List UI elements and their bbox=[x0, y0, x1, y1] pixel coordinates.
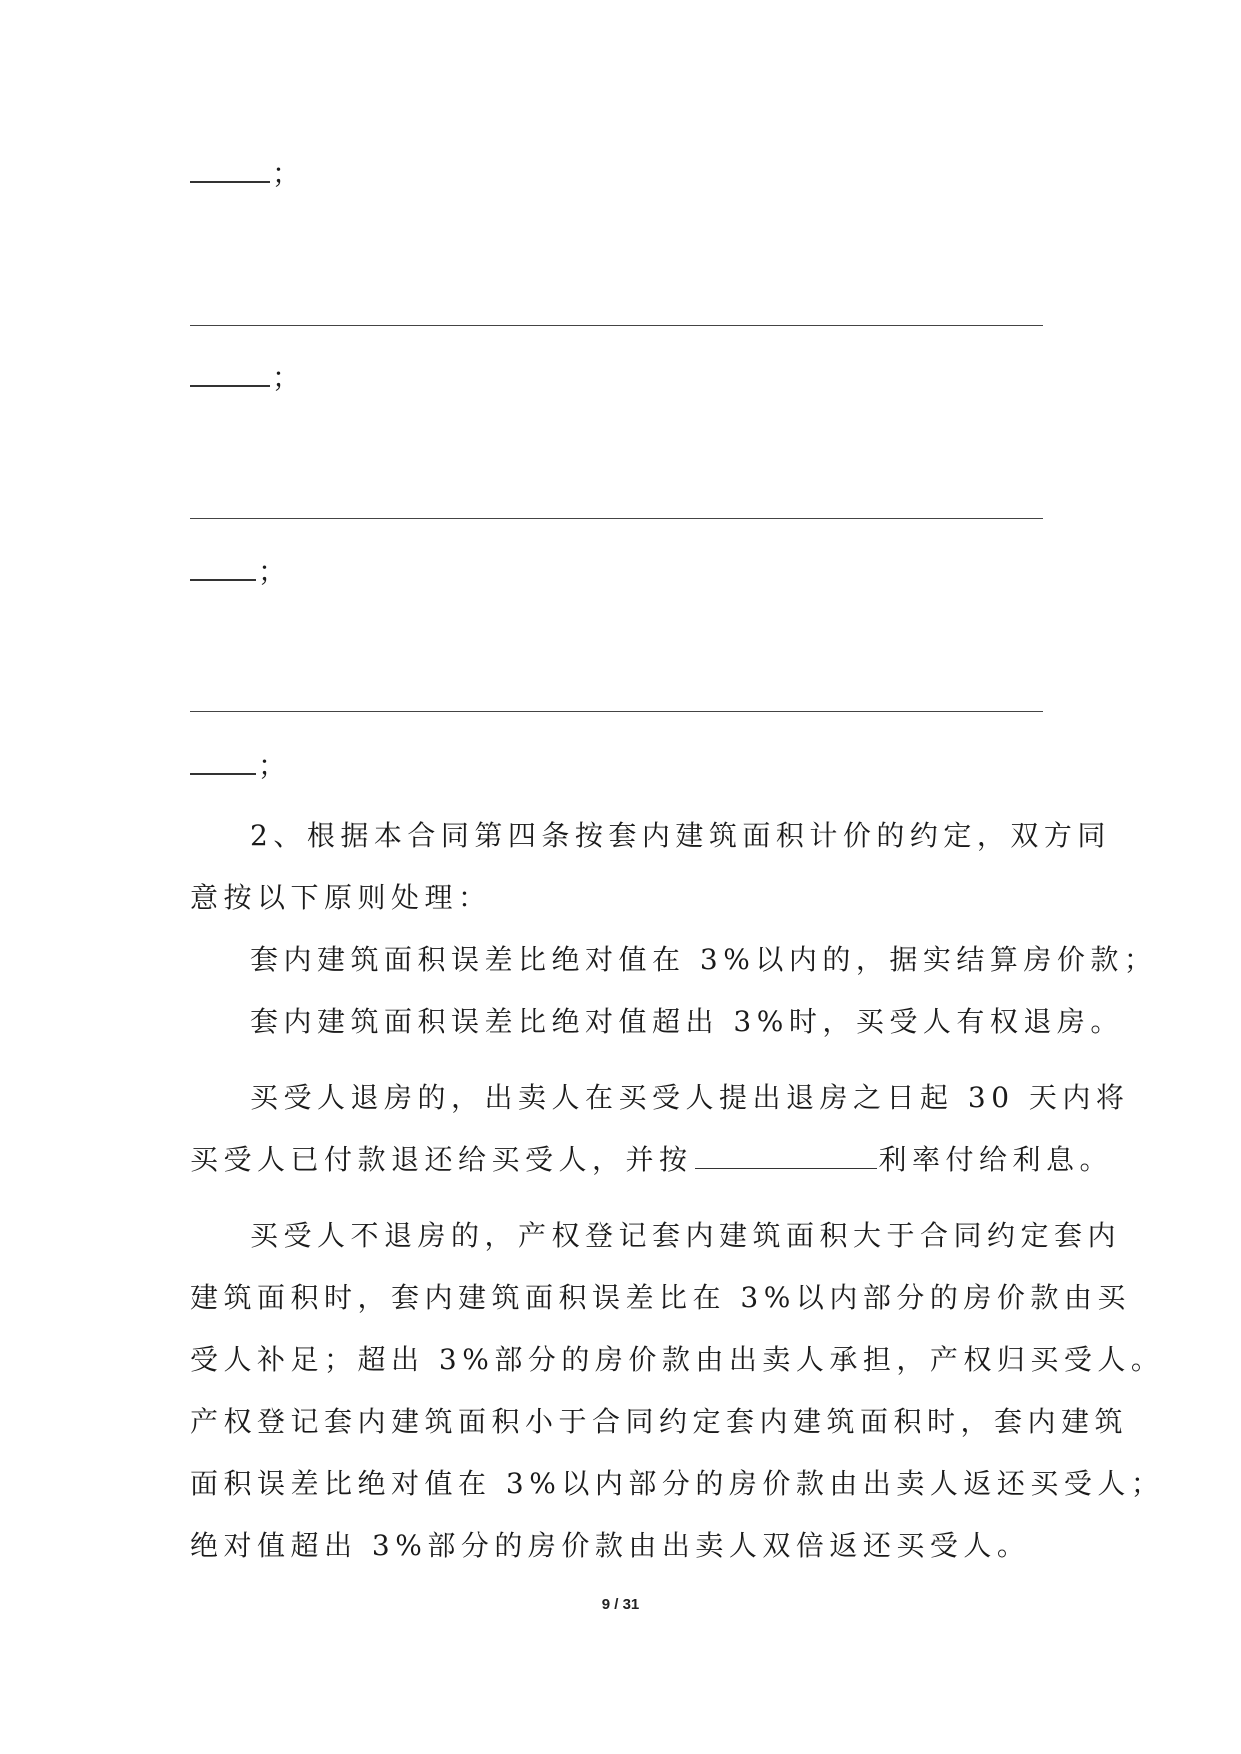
fill-semicolon-4: ； bbox=[258, 749, 287, 782]
paragraph-no-refund-line-4: 产权登记套内建筑面积小于合同约定套内建筑面积时，套内建筑 bbox=[190, 1405, 1129, 1438]
fill-semicolon-3: ； bbox=[258, 555, 287, 588]
fill-long-rule-3[interactable] bbox=[190, 711, 1043, 712]
paragraph-clause-2-line-1: 2、根据本合同第四条按套内建筑面积计价的约定，双方同 bbox=[250, 819, 1111, 852]
paragraph-exceed-3pct: 套内建筑面积误差比绝对值超出 3%时，买受人有权退房。 bbox=[250, 1005, 1124, 1038]
paragraph-no-refund-line-2: 建筑面积时，套内建筑面积误差比在 3%以内部分的房价款由买 bbox=[190, 1281, 1131, 1314]
refund-text-after-blank: 利率付给利息。 bbox=[878, 1143, 1114, 1176]
page-number: 9 / 31 bbox=[601, 1596, 640, 1613]
fill-blank-3[interactable] bbox=[190, 579, 256, 581]
fill-blank-1[interactable] bbox=[190, 181, 270, 183]
fill-blank-2[interactable] bbox=[190, 385, 270, 387]
fill-semicolon-2: ； bbox=[272, 361, 301, 394]
paragraph-no-refund-line-3: 受人补足；超出 3%部分的房价款由出卖人承担，产权归买受人。 bbox=[190, 1343, 1165, 1376]
paragraph-no-refund-line-5: 面积误差比绝对值在 3%以内部分的房价款由出卖人返还买受人； bbox=[190, 1467, 1165, 1500]
fill-long-rule-1[interactable] bbox=[190, 325, 1043, 326]
fill-semicolon-1: ； bbox=[272, 157, 301, 190]
fill-blank-4[interactable] bbox=[190, 773, 256, 775]
refund-text-before-blank: 买受人已付款退还给买受人，并按 bbox=[190, 1143, 693, 1176]
paragraph-refund-line-2 bbox=[190, 1138, 1114, 1178]
paragraph-no-refund-line-6: 绝对值超出 3%部分的房价款由出卖人双倍返还买受人。 bbox=[190, 1529, 1031, 1562]
fill-long-rule-2[interactable] bbox=[190, 518, 1043, 519]
paragraph-within-3pct: 套内建筑面积误差比绝对值在 3%以内的，据实结算房价款； bbox=[250, 943, 1158, 976]
paragraph-clause-2-line-2: 意按以下原则处理： bbox=[190, 881, 492, 914]
paragraph-refund-line-1: 买受人退房的，出卖人在买受人提出退房之日起 30 天内将 bbox=[250, 1081, 1130, 1114]
paragraph-no-refund-line-1: 买受人不退房的，产权登记套内建筑面积大于合同约定套内 bbox=[250, 1219, 1122, 1252]
interest-rate-blank[interactable] bbox=[695, 1144, 877, 1169]
